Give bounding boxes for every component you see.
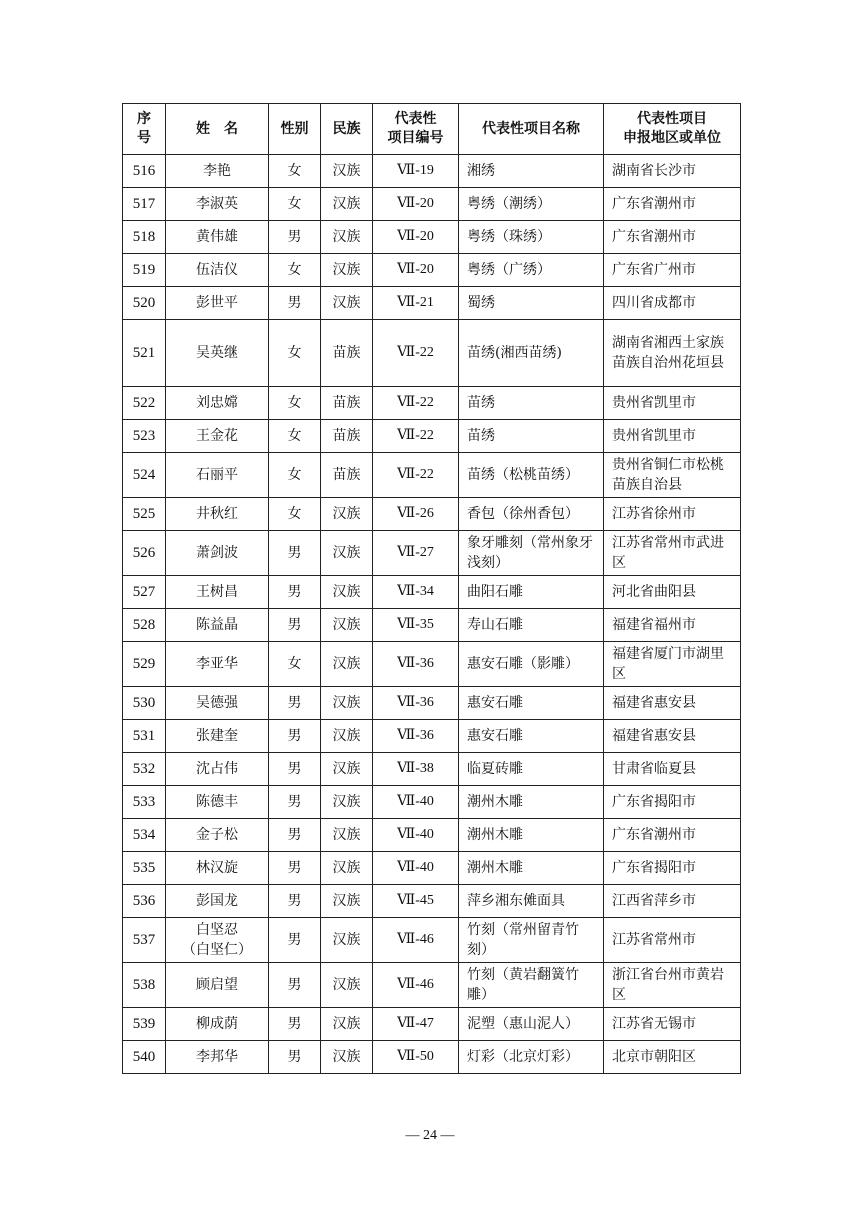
cell-project-code: Ⅶ-36 — [373, 687, 459, 720]
cell-name: 顾启望 — [166, 963, 269, 1008]
cell-project-name: 惠安石雕 — [459, 687, 604, 720]
cell-region: 广东省广州市 — [604, 254, 741, 287]
table-row — [123, 453, 741, 498]
table-row — [123, 221, 741, 254]
cell-region: 江苏省常州市武进区 — [604, 531, 741, 576]
cell-name: 石丽平 — [166, 453, 269, 498]
header-project-name: 代表性项目名称 — [459, 104, 604, 155]
cell-project-name: 竹刻（常州留青竹刻） — [459, 918, 604, 963]
cell-name: 李淑英 — [166, 188, 269, 221]
cell-project-code: Ⅶ-20 — [373, 221, 459, 254]
cell-seq: 536 — [123, 885, 166, 918]
cell-region: 福建省福州市 — [604, 609, 741, 642]
cell-project-name: 象牙雕刻（常州象牙浅刻） — [459, 531, 604, 576]
cell-project-code: Ⅶ-19 — [373, 155, 459, 188]
cell-ethnicity: 汉族 — [321, 1041, 373, 1074]
table-row — [123, 254, 741, 287]
cell-seq: 523 — [123, 420, 166, 453]
cell-ethnicity: 汉族 — [321, 720, 373, 753]
header-name: 姓 名 — [166, 104, 269, 155]
cell-project-name: 粤绣（广绣） — [459, 254, 604, 287]
cell-ethnicity: 汉族 — [321, 155, 373, 188]
cell-ethnicity: 汉族 — [321, 852, 373, 885]
cell-ethnicity: 汉族 — [321, 221, 373, 254]
table-row — [123, 1008, 741, 1041]
cell-gender: 男 — [269, 1008, 321, 1041]
cell-ethnicity: 汉族 — [321, 188, 373, 221]
cell-project-name: 临夏砖雕 — [459, 753, 604, 786]
cell-ethnicity: 汉族 — [321, 498, 373, 531]
cell-ethnicity: 汉族 — [321, 963, 373, 1008]
cell-project-name: 寿山石雕 — [459, 609, 604, 642]
cell-project-code: Ⅶ-47 — [373, 1008, 459, 1041]
cell-name: 张建奎 — [166, 720, 269, 753]
cell-gender: 女 — [269, 453, 321, 498]
cell-name: 刘忠嫦 — [166, 387, 269, 420]
cell-gender: 男 — [269, 786, 321, 819]
cell-region: 浙江省台州市黄岩区 — [604, 963, 741, 1008]
cell-project-name: 苗绣(湘西苗绣) — [459, 320, 604, 387]
cell-ethnicity: 汉族 — [321, 753, 373, 786]
cell-gender: 女 — [269, 642, 321, 687]
table-row — [123, 687, 741, 720]
cell-gender: 男 — [269, 963, 321, 1008]
table-row — [123, 498, 741, 531]
cell-region: 湖南省湘西土家族苗族自治州花垣县 — [604, 320, 741, 387]
cell-region: 贵州省凯里市 — [604, 420, 741, 453]
cell-project-code: Ⅶ-21 — [373, 287, 459, 320]
cell-seq: 532 — [123, 753, 166, 786]
cell-region: 甘肃省临夏县 — [604, 753, 741, 786]
table-row — [123, 188, 741, 221]
cell-gender: 男 — [269, 819, 321, 852]
cell-gender: 男 — [269, 609, 321, 642]
cell-region: 湖南省长沙市 — [604, 155, 741, 188]
cell-seq: 527 — [123, 576, 166, 609]
header-project-code: 代表性 项目编号 — [373, 104, 459, 155]
table-row — [123, 963, 741, 1008]
cell-seq: 530 — [123, 687, 166, 720]
cell-gender: 女 — [269, 387, 321, 420]
cell-project-name: 萍乡湘东傩面具 — [459, 885, 604, 918]
cell-project-name: 苗绣（松桃苗绣） — [459, 453, 604, 498]
cell-ethnicity: 苗族 — [321, 320, 373, 387]
cell-seq: 519 — [123, 254, 166, 287]
header-ethnicity: 民族 — [321, 104, 373, 155]
cell-project-code: Ⅶ-22 — [373, 387, 459, 420]
cell-seq: 537 — [123, 918, 166, 963]
cell-project-name: 潮州木雕 — [459, 852, 604, 885]
cell-ethnicity: 苗族 — [321, 420, 373, 453]
cell-gender: 女 — [269, 155, 321, 188]
cell-seq: 529 — [123, 642, 166, 687]
cell-seq: 528 — [123, 609, 166, 642]
table-row — [123, 786, 741, 819]
table-row — [123, 1041, 741, 1074]
cell-name: 井秋红 — [166, 498, 269, 531]
table-row — [123, 918, 741, 963]
cell-project-code: Ⅶ-40 — [373, 852, 459, 885]
cell-gender: 女 — [269, 254, 321, 287]
cell-gender: 男 — [269, 221, 321, 254]
cell-project-name: 灯彩（北京灯彩） — [459, 1041, 604, 1074]
cell-name: 彭国龙 — [166, 885, 269, 918]
cell-region: 河北省曲阳县 — [604, 576, 741, 609]
cell-ethnicity: 汉族 — [321, 918, 373, 963]
cell-gender: 男 — [269, 687, 321, 720]
table-row — [123, 576, 741, 609]
header-seq: 序 号 — [123, 104, 166, 155]
cell-project-code: Ⅶ-40 — [373, 819, 459, 852]
cell-seq: 524 — [123, 453, 166, 498]
cell-name: 李亚华 — [166, 642, 269, 687]
cell-region: 江苏省常州市 — [604, 918, 741, 963]
cell-ethnicity: 汉族 — [321, 819, 373, 852]
header-region: 代表性项目 申报地区或单位 — [604, 104, 741, 155]
cell-project-code: Ⅶ-45 — [373, 885, 459, 918]
cell-gender: 女 — [269, 320, 321, 387]
cell-seq: 533 — [123, 786, 166, 819]
cell-ethnicity: 汉族 — [321, 287, 373, 320]
cell-ethnicity: 汉族 — [321, 687, 373, 720]
cell-seq: 540 — [123, 1041, 166, 1074]
cell-project-code: Ⅶ-22 — [373, 420, 459, 453]
cell-gender: 男 — [269, 531, 321, 576]
cell-region: 广东省揭阳市 — [604, 852, 741, 885]
cell-project-code: Ⅶ-35 — [373, 609, 459, 642]
cell-seq: 518 — [123, 221, 166, 254]
cell-project-code: Ⅶ-46 — [373, 918, 459, 963]
cell-project-name: 香包（徐州香包） — [459, 498, 604, 531]
cell-region: 贵州省凯里市 — [604, 387, 741, 420]
cell-name: 陈益晶 — [166, 609, 269, 642]
cell-project-code: Ⅶ-22 — [373, 453, 459, 498]
cell-region: 福建省厦门市湖里区 — [604, 642, 741, 687]
cell-project-name: 泥塑（惠山泥人） — [459, 1008, 604, 1041]
cell-region: 广东省潮州市 — [604, 188, 741, 221]
cell-gender: 男 — [269, 1041, 321, 1074]
cell-project-code: Ⅶ-27 — [373, 531, 459, 576]
cell-project-name: 蜀绣 — [459, 287, 604, 320]
cell-gender: 男 — [269, 918, 321, 963]
cell-seq: 517 — [123, 188, 166, 221]
inheritor-table — [122, 103, 741, 1074]
cell-seq: 538 — [123, 963, 166, 1008]
table-row — [123, 642, 741, 687]
cell-gender: 男 — [269, 852, 321, 885]
header-gender: 性别 — [269, 104, 321, 155]
table-row — [123, 819, 741, 852]
cell-project-code: Ⅶ-20 — [373, 254, 459, 287]
cell-ethnicity: 汉族 — [321, 254, 373, 287]
cell-project-name: 曲阳石雕 — [459, 576, 604, 609]
cell-project-name: 粤绣（潮绣） — [459, 188, 604, 221]
cell-seq: 534 — [123, 819, 166, 852]
cell-project-name: 惠安石雕 — [459, 720, 604, 753]
cell-project-name: 潮州木雕 — [459, 786, 604, 819]
cell-name: 黄伟雄 — [166, 221, 269, 254]
cell-gender: 男 — [269, 287, 321, 320]
cell-project-name: 苗绣 — [459, 420, 604, 453]
table-row — [123, 531, 741, 576]
cell-region: 广东省揭阳市 — [604, 786, 741, 819]
cell-gender: 女 — [269, 188, 321, 221]
cell-name: 王树昌 — [166, 576, 269, 609]
cell-ethnicity: 汉族 — [321, 576, 373, 609]
cell-name: 李艳 — [166, 155, 269, 188]
cell-seq: 539 — [123, 1008, 166, 1041]
table-row — [123, 720, 741, 753]
cell-project-code: Ⅶ-26 — [373, 498, 459, 531]
cell-ethnicity: 汉族 — [321, 609, 373, 642]
cell-seq: 526 — [123, 531, 166, 576]
table-row — [123, 753, 741, 786]
cell-gender: 男 — [269, 576, 321, 609]
cell-ethnicity: 苗族 — [321, 453, 373, 498]
cell-seq: 525 — [123, 498, 166, 531]
cell-ethnicity: 苗族 — [321, 387, 373, 420]
cell-region: 北京市朝阳区 — [604, 1041, 741, 1074]
cell-region: 广东省潮州市 — [604, 221, 741, 254]
cell-project-code: Ⅶ-40 — [373, 786, 459, 819]
cell-region: 贵州省铜仁市松桃苗族自治县 — [604, 453, 741, 498]
cell-project-name: 苗绣 — [459, 387, 604, 420]
table-row — [123, 852, 741, 885]
cell-project-name: 惠安石雕（影雕） — [459, 642, 604, 687]
cell-ethnicity: 汉族 — [321, 1008, 373, 1041]
table-row — [123, 885, 741, 918]
cell-ethnicity: 汉族 — [321, 642, 373, 687]
cell-seq: 531 — [123, 720, 166, 753]
cell-name: 萧剑波 — [166, 531, 269, 576]
cell-gender: 男 — [269, 720, 321, 753]
cell-region: 江苏省无锡市 — [604, 1008, 741, 1041]
cell-gender: 男 — [269, 753, 321, 786]
cell-project-code: Ⅶ-36 — [373, 642, 459, 687]
cell-project-code: Ⅶ-46 — [373, 963, 459, 1008]
cell-project-name: 湘绣 — [459, 155, 604, 188]
cell-name: 李邦华 — [166, 1041, 269, 1074]
cell-region: 福建省惠安县 — [604, 720, 741, 753]
cell-project-code: Ⅶ-22 — [373, 320, 459, 387]
table-row — [123, 387, 741, 420]
cell-seq: 522 — [123, 387, 166, 420]
cell-name: 柳成荫 — [166, 1008, 269, 1041]
cell-project-code: Ⅶ-36 — [373, 720, 459, 753]
table-header-row — [123, 104, 741, 155]
cell-region: 江苏省徐州市 — [604, 498, 741, 531]
page-number: — 24 — — [405, 1128, 455, 1143]
cell-seq: 516 — [123, 155, 166, 188]
cell-project-code: Ⅶ-34 — [373, 576, 459, 609]
cell-ethnicity: 汉族 — [321, 786, 373, 819]
cell-project-code: Ⅶ-50 — [373, 1041, 459, 1074]
cell-project-name: 粤绣（珠绣） — [459, 221, 604, 254]
cell-name: 陈德丰 — [166, 786, 269, 819]
cell-region: 江西省萍乡市 — [604, 885, 741, 918]
cell-ethnicity: 汉族 — [321, 531, 373, 576]
table-row — [123, 287, 741, 320]
cell-name: 伍洁仪 — [166, 254, 269, 287]
cell-name: 王金花 — [166, 420, 269, 453]
cell-name: 林汉旋 — [166, 852, 269, 885]
table-row — [123, 420, 741, 453]
cell-gender: 女 — [269, 420, 321, 453]
cell-gender: 女 — [269, 498, 321, 531]
cell-ethnicity: 汉族 — [321, 885, 373, 918]
cell-seq: 535 — [123, 852, 166, 885]
cell-project-code: Ⅶ-38 — [373, 753, 459, 786]
cell-name: 金子松 — [166, 819, 269, 852]
cell-gender: 男 — [269, 885, 321, 918]
cell-project-code: Ⅶ-20 — [373, 188, 459, 221]
cell-region: 广东省潮州市 — [604, 819, 741, 852]
cell-region: 四川省成都市 — [604, 287, 741, 320]
cell-region: 福建省惠安县 — [604, 687, 741, 720]
table-row — [123, 609, 741, 642]
cell-name: 彭世平 — [166, 287, 269, 320]
cell-project-name: 潮州木雕 — [459, 819, 604, 852]
cell-name: 沈占伟 — [166, 753, 269, 786]
cell-seq: 520 — [123, 287, 166, 320]
cell-project-name: 竹刻（黄岩翻簧竹雕） — [459, 963, 604, 1008]
table-row — [123, 155, 741, 188]
cell-name: 吴德强 — [166, 687, 269, 720]
cell-name: 白坚忍 （白坚仁） — [166, 918, 269, 963]
cell-name: 吴英继 — [166, 320, 269, 387]
table-row — [123, 320, 741, 387]
cell-seq: 521 — [123, 320, 166, 387]
